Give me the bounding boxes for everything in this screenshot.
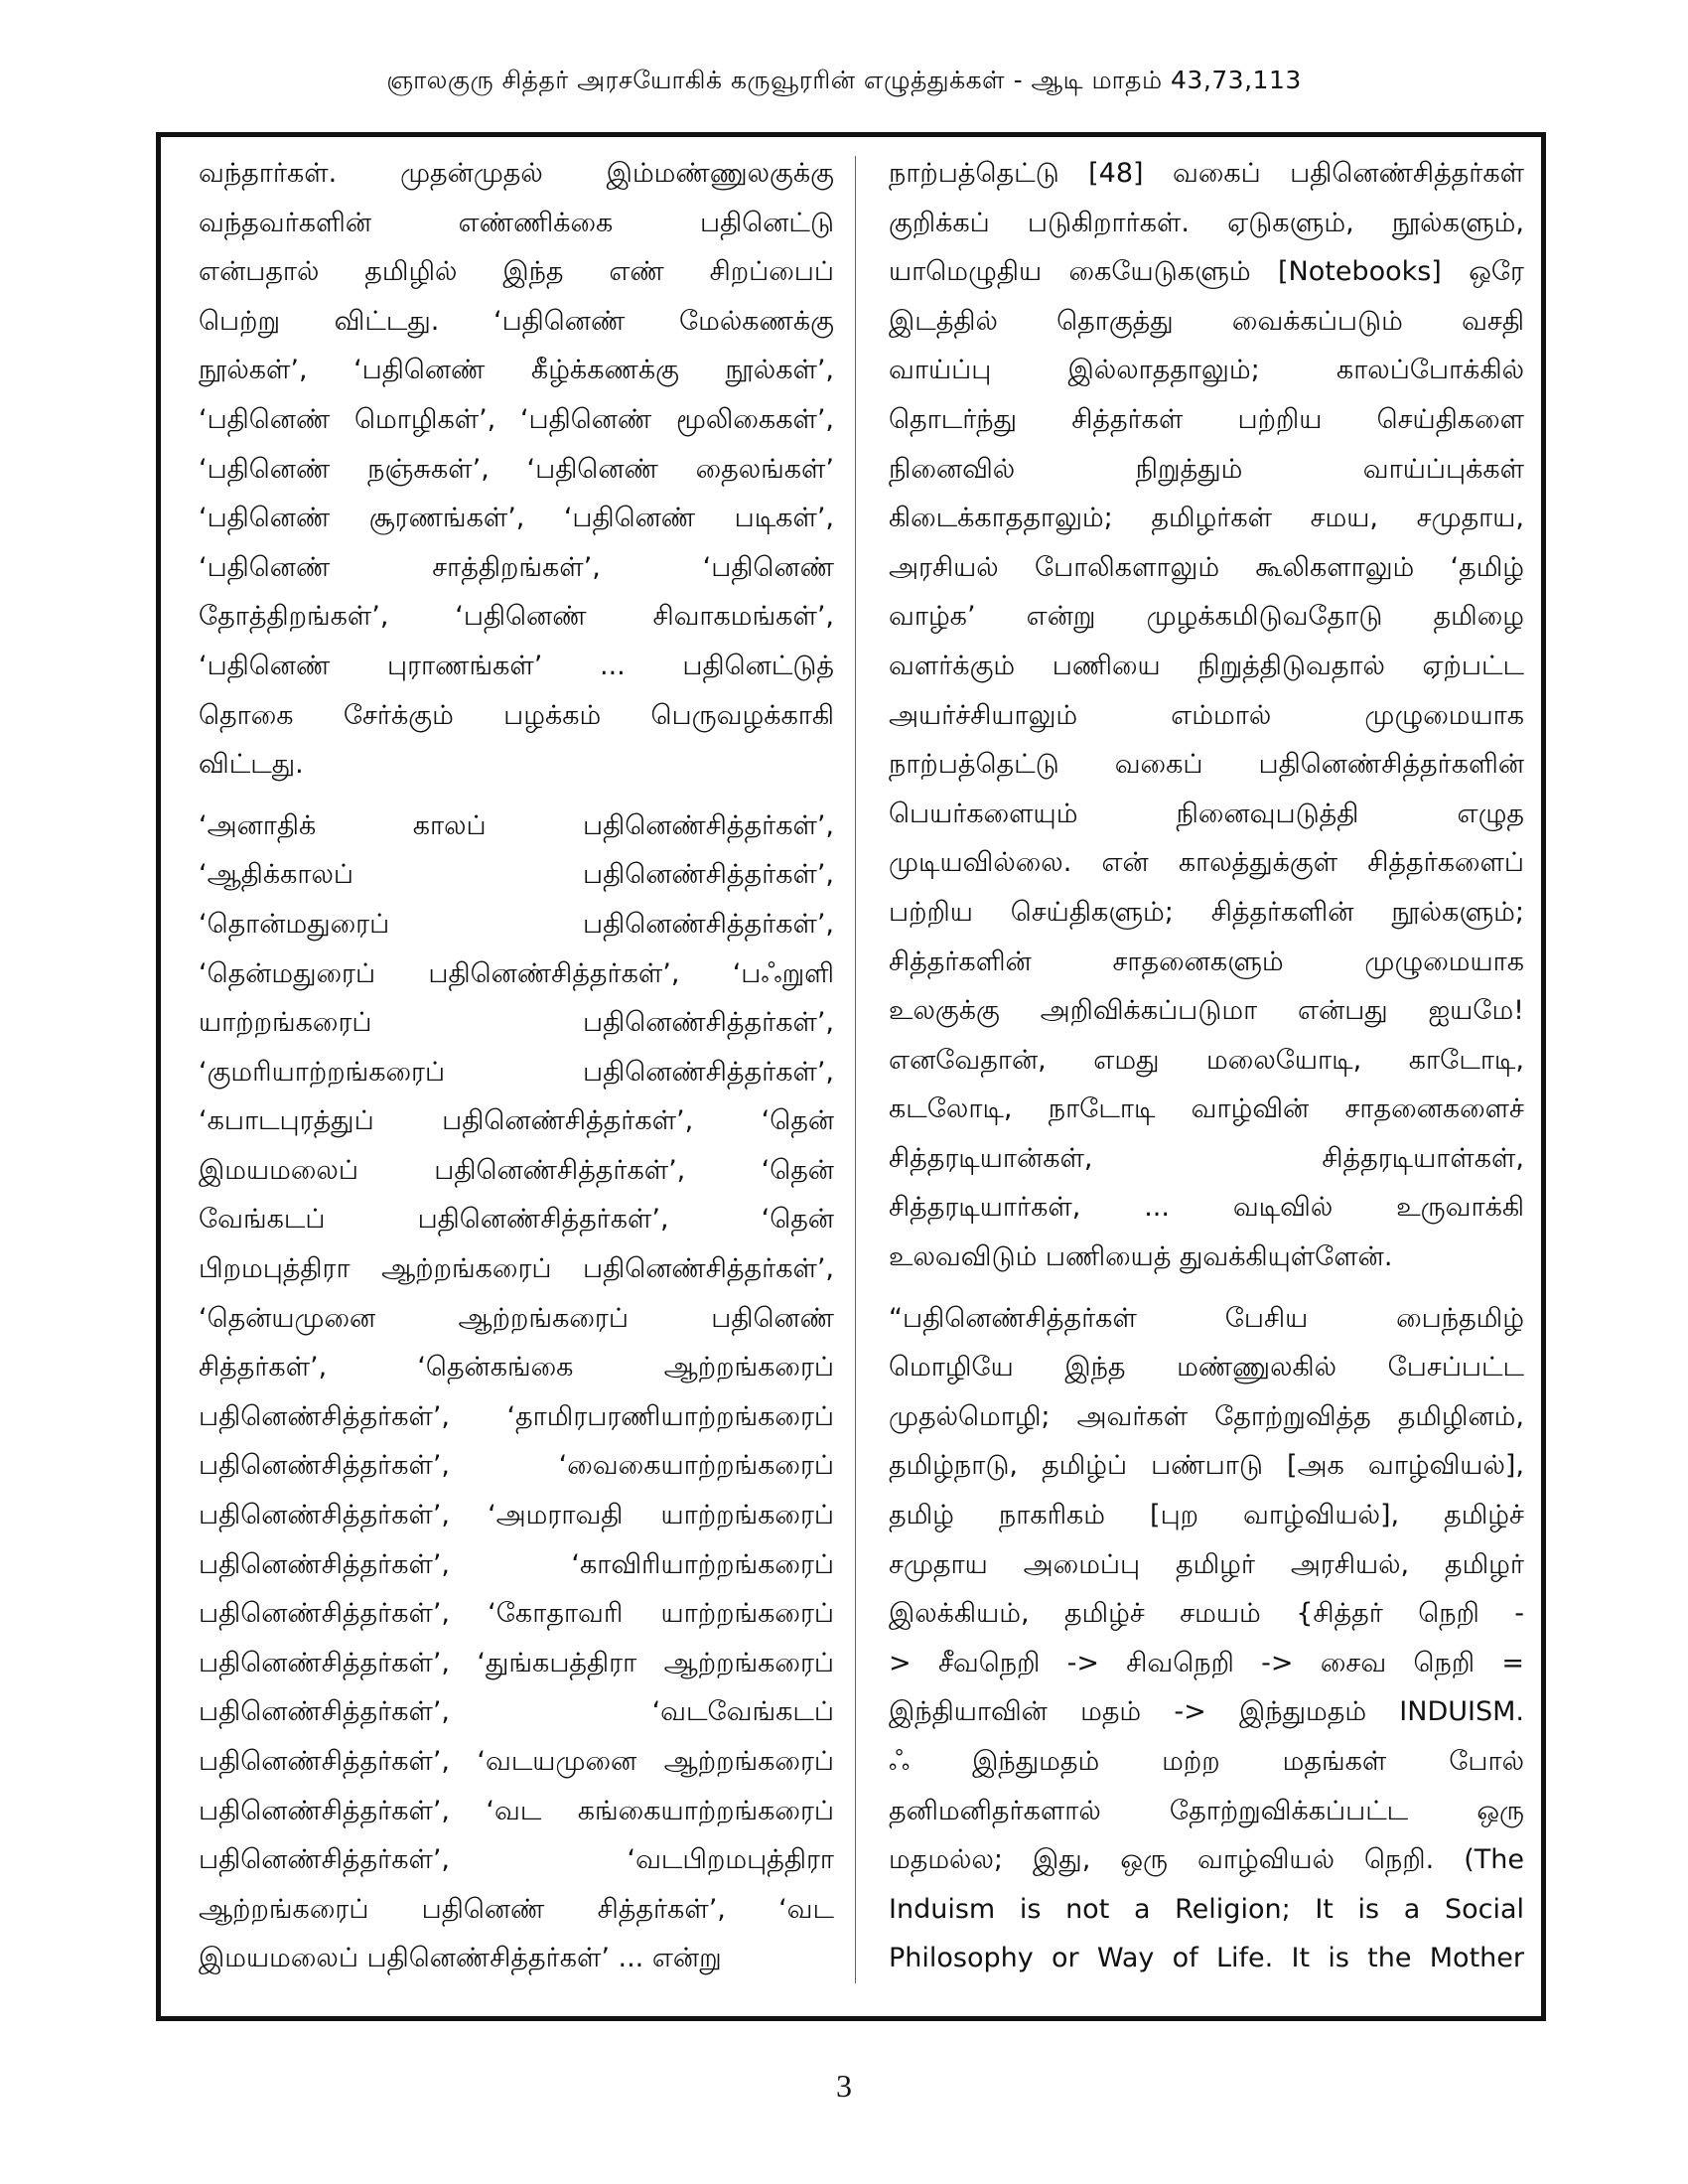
right-paragraph-2 [889, 1294, 1524, 1983]
text-line: யாமெழுதிய கையேடுகளும் [Notebooks] ஒரே [889, 256, 1524, 288]
text-line: இந்தியாவின் மதம் -> இந்துமதம் INDUISM. [889, 1696, 1524, 1728]
text-line: பதினெண்சித்தர்கள்’, ‘வடவேங்கடப் [199, 1696, 834, 1728]
text-line: உலகுக்கு அறிவிக்கப்படுமா என்பது ஐயமே! [889, 995, 1524, 1027]
left-paragraph-1 [199, 149, 834, 790]
text-line: வந்தவர்களின் எண்ணிக்கை பதினெட்டு [199, 207, 834, 238]
text-line: > சீவநெறி -> சிவநெறி -> சைவ நெறி = [889, 1647, 1524, 1678]
text-line: பதினெண்சித்தர்கள்’, ‘தாமிரபரணியாற்றங்கரைப் [199, 1400, 834, 1432]
text-line: இமயமலைப் பதினெண்சித்தர்கள்’ ... என்று [199, 1943, 722, 1974]
text-line: பதினெண்சித்தர்கள்’, ‘வைகையாற்றங்கரைப் [199, 1450, 834, 1482]
text-line: கிடைக்காததாலும்; தமிழர்கள் சமய, சமுதாய, [889, 503, 1524, 534]
text-line: தொடர்ந்து சித்தர்கள் பற்றிய செய்திகளை [889, 403, 1524, 435]
text-line: ‘பதினெண் புராணங்கள்’ ... பதினெட்டுத் [199, 650, 834, 681]
text-line: சித்தரடியார்கள், ... வடிவில் உருவாக்கி [889, 1192, 1524, 1224]
text-line: தனிமனிதர்களால் தோற்றுவிக்கப்பட்ட ஒரு [889, 1795, 1524, 1826]
text-line: நாற்பத்தெட்டு [48] வகைப் பதினெண்சித்தர்கள் [889, 158, 1524, 189]
text-line: ‘தென்யமுனை ஆற்றங்கரைப் பதினெண் [199, 1302, 834, 1334]
text-line: முதல்மொழி; அவர்கள் தோற்றுவித்த தமிழினம், [889, 1400, 1524, 1432]
text-line: நாற்பத்தெட்டு வகைப் பதினெண்சித்தர்களின் [889, 749, 1524, 781]
text-line: அயர்ச்சியாலும் எம்மால் முழுமையாக [889, 699, 1524, 731]
text-line: ‘குமரியாற்றங்கரைப் பதினெண்சித்தர்கள்’, [199, 1056, 834, 1088]
text-line: பதினெண்சித்தர்கள்’, ‘அமராவதி யாற்றங்கரைப் [199, 1500, 834, 1531]
text-line: ‘பதினெண் சூரணங்கள்’, ‘பதினெண் படிகள்’, [199, 503, 834, 534]
text-line: இமயமலைப் பதினெண்சித்தர்கள்’, ‘தென் [199, 1154, 834, 1186]
text-line: ‘தென்மதுரைப் பதினெண்சித்தர்கள்’, ‘பஃறுளி [199, 957, 834, 989]
text-line: வந்தார்கள். முதன்முதல் இம்மண்ணுலகுக்கு [199, 158, 834, 189]
text-line: அரசியல் போலிகளாலும் கூலிகளாலும் ‘தமிழ் [889, 551, 1524, 583]
text-line: ஃ இந்துமதம் மற்ற மதங்கள் போல் [889, 1746, 1524, 1777]
text-line: உலவவிடும் பணியைத் துவக்கியுள்ளேன். [889, 1241, 1393, 1273]
text-line: ‘கபாடபுரத்துப் பதினெண்சித்தர்கள்’, ‘தென் [199, 1105, 834, 1137]
text-line: சித்தர்கள்’, ‘தென்கங்கை ஆற்றங்கரைப் [199, 1352, 834, 1383]
text-line: இடத்தில் தொகுத்து வைக்கப்படும் வசதி [889, 305, 1524, 337]
text-line: ‘பதினெண் சாத்திறங்கள்’, ‘பதினெண் [199, 551, 834, 583]
text-line: பதினெண்சித்தர்கள்’, ‘துங்கபத்திரா ஆற்றங்கரைப் [199, 1647, 834, 1678]
text-line: “பதினெண்சித்தர்கள் பேசிய பைந்தமிழ் [889, 1302, 1524, 1334]
text-line: ‘அனாதிக் காலப் பதினெண்சித்தர்கள்’, [199, 809, 834, 841]
text-line: எனவேதான், எமது மலையோடி, காடோடி, [889, 1044, 1524, 1076]
text-line: ‘பதினெண் நஞ்சுகள்’, ‘பதினெண் தைலங்கள்’ [199, 453, 834, 485]
right-column [889, 149, 1524, 1983]
text-line: சித்தரடியான்கள், சித்தரடியாள்கள், [889, 1142, 1524, 1174]
text-line: பதினெண்சித்தர்கள்’, ‘வடபிறமபுத்திரா [199, 1844, 834, 1876]
text-line: குறிக்கப் படுகிறார்கள். ஏடுகளும், நூல்களும், [889, 207, 1524, 238]
text-line: Philosophy or Way of Life. It is the Mother [889, 1943, 1524, 1974]
text-line: ஆற்றங்கரைப் பதினெண் சித்தர்கள்’, ‘வட [199, 1893, 834, 1925]
text-line: நூல்கள்’, ‘பதினெண் கீழ்க்கணக்கு நூல்கள்’, [199, 355, 834, 386]
text-line: தோத்திறங்கள்’, ‘பதினெண் சிவாகமங்கள்’, [199, 601, 834, 633]
text-line: வளர்க்கும் பணியை நிறுத்திடுவதால் ஏற்பட்ட [889, 650, 1524, 681]
left-column [199, 149, 834, 1983]
text-line: முடியவில்லை. என் காலத்துக்குள் சித்தர்களைப் [889, 847, 1524, 879]
text-line: சமுதாய அமைப்பு தமிழர் அரசியல், தமிழர் [889, 1548, 1524, 1580]
text-line: ‘பதினெண் மொழிகள்’, ‘பதினெண் மூலிகைகள்’, [199, 403, 834, 435]
text-line: வாய்ப்பு இல்லாததாலும்; காலப்போக்கில் [889, 355, 1524, 386]
text-line: பெற்று விட்டது. ‘பதினெண் மேல்கணக்கு [199, 305, 834, 337]
page-number: 3 [836, 2068, 852, 2104]
text-line: வாழ்க’ என்று முழக்கமிடுவதோடு தமிழை [889, 601, 1524, 633]
text-line: பதினெண்சித்தர்கள்’, ‘வடயமுனை ஆற்றங்கரைப் [199, 1746, 834, 1777]
text-line: தமிழ் நாகரிகம் [புற வாழ்வியல்], தமிழ்ச் [889, 1500, 1524, 1531]
text-line: விட்டது. [199, 749, 304, 781]
text-line: தொகை சேர்க்கும் பழக்கம் பெருவழக்காகி [199, 699, 834, 731]
text-line: பெயர்களையும் நினைவுபடுத்தி எழுத [889, 798, 1524, 829]
text-line: பதினெண்சித்தர்கள்’, ‘காவிரியாற்றங்கரைப் [199, 1548, 834, 1580]
text-line: மதமல்ல; இது, ஒரு வாழ்வியல் நெறி. (The [889, 1844, 1524, 1876]
left-paragraph-2 [199, 801, 834, 1983]
text-line: யாற்றங்கரைப் பதினெண்சித்தர்கள்’, [199, 1007, 834, 1039]
text-line: சித்தர்களின் சாதனைகளும் முழுமையாக [889, 946, 1524, 977]
right-paragraph-1 [889, 149, 1524, 1282]
text-line: வேங்கடப் பதினெண்சித்தர்கள்’, ‘தென் [199, 1204, 834, 1236]
text-line: தமிழ்நாடு, தமிழ்ப் பண்பாடு [அக வாழ்வியல்], [889, 1450, 1524, 1482]
text-line: பிறமபுத்திரா ஆற்றங்கரைப் பதினெண்சித்தர்கள்’, [199, 1253, 834, 1285]
text-line: ‘ஆதிக்காலப் பதினெண்சித்தர்கள்’, [199, 859, 834, 891]
column-divider [855, 156, 856, 1983]
text-line: ‘தொன்மதுரைப் பதினெண்சித்தர்கள்’, [199, 908, 834, 940]
text-line: பதினெண்சித்தர்கள்’, ‘கோதாவரி யாற்றங்கரைப் [199, 1598, 834, 1630]
text-line: பற்றிய செய்திகளும்; சித்தர்களின் நூல்களும்; [889, 896, 1524, 928]
text-line: Induism is not a Religion; It is a Social [889, 1893, 1524, 1925]
running-header: ஞாலகுரு சித்தர் அரசயோகிக் கருவூரரின் எழுத்துக்கள் - ஆடி மாதம் 43,73,113 [386, 66, 1302, 94]
text-line: என்பதால் தமிழில் இந்த எண் சிறப்பைப் [199, 256, 834, 288]
text-line: இலக்கியம், தமிழ்ச் சமயம் {சித்தர் நெறி - [889, 1598, 1524, 1630]
text-line: கடலோடி, நாடோடி வாழ்வின் சாதனைகளைச் [889, 1093, 1524, 1125]
text-line: நினைவில் நிறுத்தும் வாய்ப்புக்கள் [889, 453, 1524, 485]
text-line: பதினெண்சித்தர்கள்’, ‘வட கங்கையாற்றங்கரைப் [199, 1795, 834, 1826]
text-line: மொழியே இந்த மண்ணுலகில் பேசப்பட்ட [889, 1352, 1524, 1383]
